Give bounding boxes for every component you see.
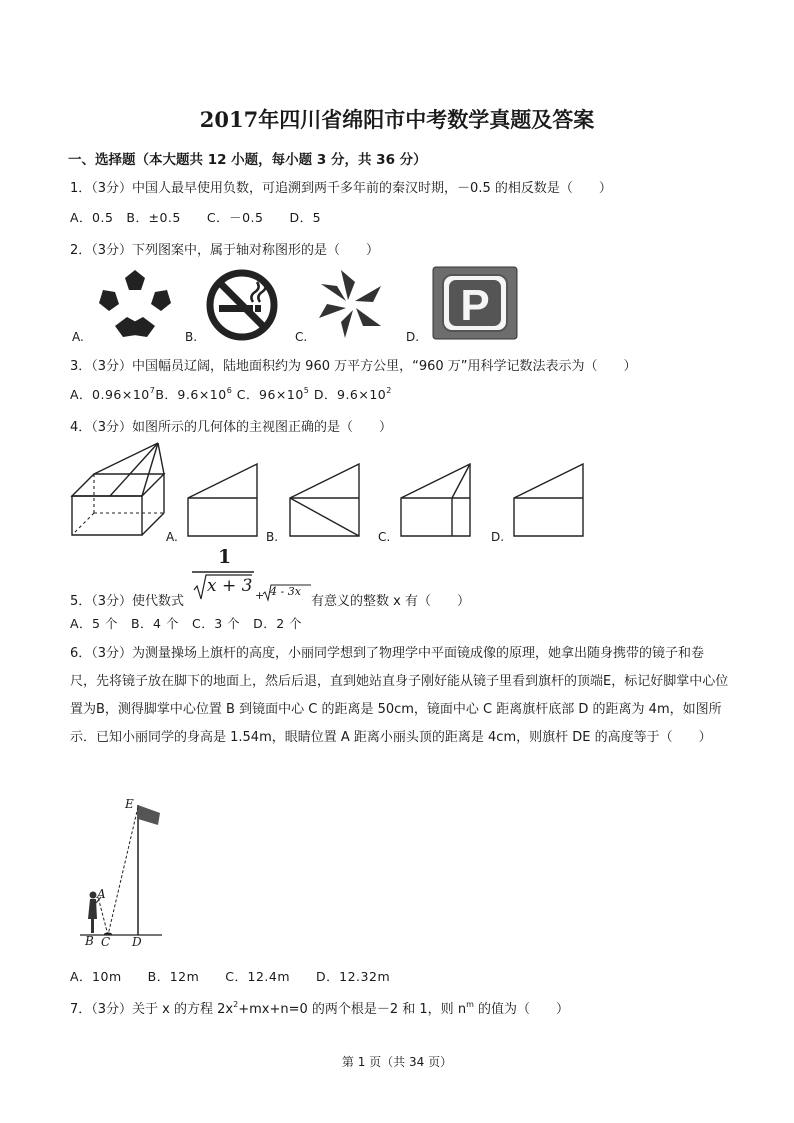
option-d-view bbox=[513, 462, 585, 538]
q7-exp-1: 2 bbox=[233, 1000, 239, 1009]
question-5-prefix: 5．（3分）使代数式 bbox=[70, 594, 185, 609]
q7-stem-mid: +mx+n=0 的两个根是－2 和 1，则 n bbox=[238, 1002, 467, 1017]
question-3-options bbox=[70, 385, 392, 403]
point-d-label: D bbox=[132, 935, 142, 949]
parking-sign-figure bbox=[432, 266, 518, 340]
question-7-stem bbox=[70, 998, 569, 1017]
q7-stem-end: 的值为（ ） bbox=[473, 1002, 569, 1017]
question-5-suffix: 有意义的整数 x 有（ ） bbox=[311, 594, 470, 609]
pinwheel-figure bbox=[318, 268, 384, 340]
q3-option-b: B．9.6×10 bbox=[155, 387, 227, 402]
point-a-label: A bbox=[97, 887, 106, 901]
q3-option-d: D．9.6×10 bbox=[313, 387, 387, 402]
parking-sign-letter: P bbox=[460, 281, 490, 330]
page-title: 2017年四川省绵阳市中考数学真题及答案 bbox=[199, 107, 595, 132]
q3-exp-a: 7 bbox=[149, 386, 156, 395]
q4-option-a-label: A. bbox=[166, 530, 178, 544]
plus-sign: + bbox=[255, 589, 265, 602]
option-d-label: D. bbox=[406, 330, 420, 344]
pentagon-flower-figure bbox=[95, 268, 175, 340]
q3-option-c: C．96×10 bbox=[236, 387, 304, 402]
option-b-label: B. bbox=[185, 330, 198, 344]
flagpole-figure bbox=[76, 795, 176, 955]
question-5-options: A．5 个 B．4 个 C．3 个 D．2 个 bbox=[70, 616, 303, 631]
option-a-view bbox=[187, 462, 259, 538]
option-c-view bbox=[400, 462, 472, 538]
question-6-options: A．10m B．12m C．12.4m D．12.32m bbox=[70, 969, 391, 984]
q3-exp-d: 2 bbox=[386, 386, 392, 395]
radicand-2: 4 - 3x bbox=[270, 585, 301, 598]
question-2-stem: 2．（3分）下列图案中，属于轴对称图形的是（ ） bbox=[70, 243, 380, 258]
q3-exp-b: 6 bbox=[226, 386, 233, 395]
no-smoking-sign-figure bbox=[205, 268, 279, 342]
q3-option-a: A．0.96×10 bbox=[70, 387, 150, 402]
question-1-stem: 1．（3分）中国人最早使用负数，可追溯到两千多年前的秦汉时期，－0.5 的相反数是（ ） bbox=[70, 181, 612, 196]
fraction-numerator: 1 bbox=[218, 546, 232, 568]
option-c-label: C. bbox=[295, 330, 308, 344]
page-footer: 第 1 页（共 34 页） bbox=[341, 1055, 453, 1069]
q3-exp-c: 5 bbox=[303, 386, 310, 395]
q4-option-c-label: C. bbox=[378, 530, 391, 544]
point-b-label: B bbox=[85, 934, 94, 948]
question-3-stem: 3．（3分）中国幅员辽阔，陆地面积约为 960 万平方公里，“960 万”用科学记数法表示为（ ） bbox=[70, 359, 637, 374]
q4-option-d-label: D. bbox=[491, 530, 505, 544]
point-c-label: C bbox=[101, 935, 111, 949]
section-heading: 一、选择题（本大题共 12 小题，每小题 3 分，共 36 分） bbox=[68, 152, 427, 168]
solid-geometry-figure bbox=[70, 440, 166, 540]
question-4-stem: 4．（3分）如图所示的几何体的主视图正确的是（ ） bbox=[70, 420, 393, 435]
radicand-1: x + 3 bbox=[207, 576, 253, 596]
q4-option-b-label: B. bbox=[266, 530, 279, 544]
q7-stem-start: 7．（3分）关于 x 的方程 2x bbox=[70, 1002, 234, 1017]
option-a-label: A. bbox=[72, 330, 84, 344]
question-1-options: A．0.5 B．±0.5 C．－0.5 D．5 bbox=[70, 210, 322, 225]
q7-exp-2: m bbox=[466, 1000, 474, 1009]
point-e-label: E bbox=[125, 797, 134, 811]
option-b-view bbox=[289, 462, 361, 538]
question-6-text: 6．（3分）为测量操场上旗杆的高度，小丽同学想到了物理学中平面镜成像的原理，她拿出随身携带的镜子和卷尺，先将镜子放在脚下的地面上，然后后退，直到她站直身子刚好能从镜子里看到旗杆的顶端E，标记好脚掌中心位置为B，测得脚掌中心位置 B 到镜面中心 C 的距离是 50cm，镜面中心 C 距离旗杆底部 D 的距离为 4m，如图所示．已知小丽同学的身高是 1.54m，眼睛位置 A 距离小丽头顶的距离是 4cm，则旗杆 DE 的高度等于（ ） bbox=[70, 646, 729, 745]
